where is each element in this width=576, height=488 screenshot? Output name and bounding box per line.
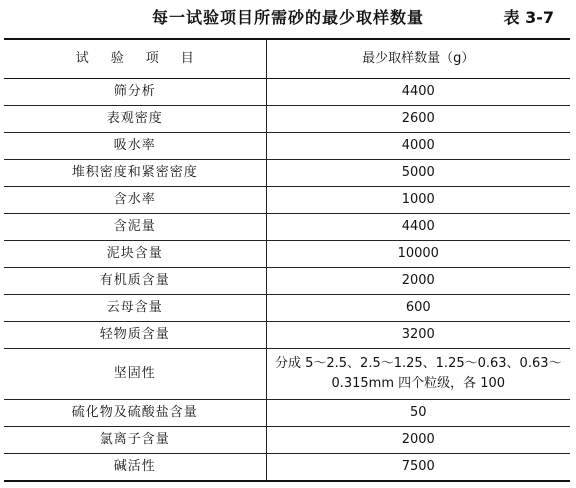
- amount-cell: 2000: [266, 427, 570, 454]
- table-row: [4, 106, 570, 133]
- item-cell: 云母含量: [4, 295, 266, 322]
- item-cell: 轻物质含量: [4, 322, 266, 349]
- item-cell: 泥块含量: [4, 241, 266, 268]
- table-row: [4, 214, 570, 241]
- item-cell: 氯离子含量: [4, 427, 266, 454]
- header-test-item: 试验项目: [4, 39, 266, 79]
- table-row: [4, 349, 570, 400]
- item-cell: 表观密度: [4, 106, 266, 133]
- amount-cell: 50: [266, 400, 570, 427]
- sampling-table: [4, 38, 570, 482]
- amount-cell: 10000: [266, 241, 570, 268]
- amount-cell: 分成 5～2.5、2.5～1.25、1.25～0.63、0.63～0.315mm 四个粒级，各 100: [266, 349, 570, 400]
- item-cell: 吸水率: [4, 133, 266, 160]
- amount-cell: 600: [266, 295, 570, 322]
- item-cell: 硫化物及硫酸盐含量: [4, 400, 266, 427]
- item-cell: 含水率: [4, 187, 266, 214]
- item-cell: 碱活性: [4, 454, 266, 482]
- table-caption: [0, 0, 576, 34]
- table-header-row: [4, 39, 570, 79]
- amount-cell: 1000: [266, 187, 570, 214]
- table-number: 表 3-7: [503, 8, 554, 27]
- amount-cell: 3200: [266, 322, 570, 349]
- table-row: [4, 295, 570, 322]
- amount-cell: 4400: [266, 79, 570, 106]
- amount-cell: 5000: [266, 160, 570, 187]
- table-row: [4, 187, 570, 214]
- table-row: [4, 427, 570, 454]
- item-cell: 含泥量: [4, 214, 266, 241]
- item-cell: 堆积密度和紧密密度: [4, 160, 266, 187]
- table-row: [4, 79, 570, 106]
- table-title: 每一试验项目所需砂的最少取样数量: [151, 8, 424, 27]
- table-row: [4, 160, 570, 187]
- amount-cell: 2600: [266, 106, 570, 133]
- amount-cell: 7500: [266, 454, 570, 482]
- item-cell: 筛分析: [4, 79, 266, 106]
- table-row: [4, 454, 570, 482]
- header-min-amount: 最少取样数量（g）: [266, 39, 570, 79]
- item-cell: 有机质含量: [4, 268, 266, 295]
- table-row: [4, 322, 570, 349]
- amount-cell: 4400: [266, 214, 570, 241]
- item-cell: 坚固性: [4, 349, 266, 400]
- amount-cell: 4000: [266, 133, 570, 160]
- table-row: [4, 268, 570, 295]
- table-row: [4, 241, 570, 268]
- table-row: [4, 400, 570, 427]
- table-row: [4, 133, 570, 160]
- amount-cell: 2000: [266, 268, 570, 295]
